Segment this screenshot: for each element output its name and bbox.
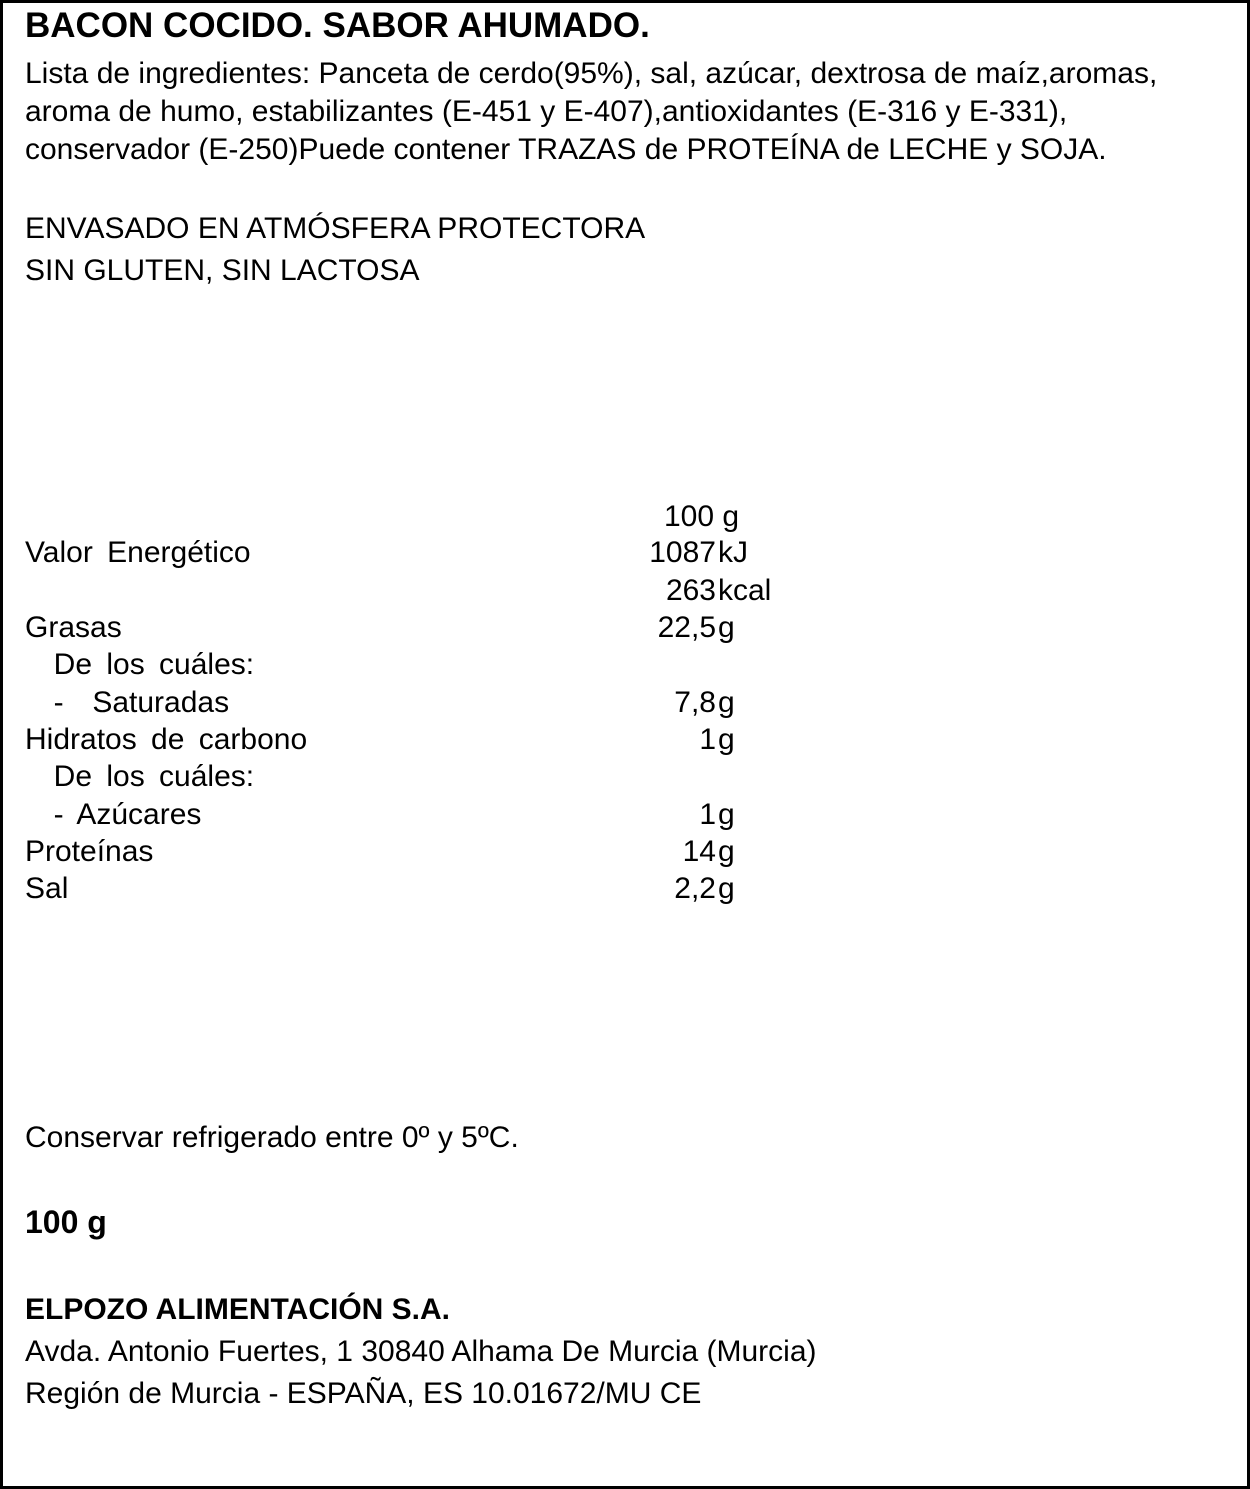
nutrition-unit: g [718,611,735,644]
nutrition-label: Grasas [25,611,122,644]
nutrition-label: Sal [25,872,69,905]
nutrition-value: 1 [699,723,716,756]
nutrition-label: Valor Energético [25,536,251,569]
company-region: Región de Murcia - ESPAÑA, ES 10.01672/MU CE [25,1377,702,1410]
nutrition-value: 22,5 [657,611,716,644]
storage-instructions: Conservar refrigerado entre 0º y 5ºC. [25,1121,519,1154]
nutrition-value: 14 [682,835,716,868]
nutrition-header: 100 g [664,500,740,533]
nutrition-label: - Saturadas [25,686,230,719]
nutrition-value: 263 [665,574,716,607]
nutrition-unit: kcal [718,574,772,607]
nutrition-unit: g [718,872,735,905]
product-title: BACON COCIDO. SABOR AHUMADO. [25,6,650,45]
nutrition-label: Hidratos de carbono [25,723,308,756]
nutrition-unit: g [718,835,735,868]
nutrition-value: 1 [699,798,716,831]
nutrition-unit: kJ [718,536,748,569]
nutrition-unit: g [718,723,735,756]
nutrition-label: - Azúcares [25,798,202,831]
nutrition-value: 1087 [649,536,716,569]
nutrition-value: 7,8 [674,686,716,719]
packaging-note: ENVASADO EN ATMÓSFERA PROTECTORA [25,212,646,245]
allergen-claims: SIN GLUTEN, SIN LACTOSA [25,254,420,287]
nutrition-unit: g [718,686,735,719]
nutrition-label: Proteínas [25,835,154,868]
ingredients-text: Lista de ingredientes: Panceta de cerdo(95%), sal, azúcar, dextrosa de maíz,aromas, aroma de humo, estabilizantes (E-451 y E-407),antioxidantes (E-316 y E-331), conservador (E-250)Puede contener TRAZAS de PROTEÍNA de LECHE y SOJA. [25,57,1158,166]
company-address: Avda. Antonio Fuertes, 1 30840 Alhama De Murcia (Murcia) [25,1335,817,1368]
net-weight: 100 g [25,1204,107,1240]
nutrition-unit: g [718,798,735,831]
nutrition-value: 2,2 [674,872,716,905]
nutrition-label: De los cuáles: [25,648,255,681]
nutrition-label: De los cuáles: [25,760,255,793]
company-name: ELPOZO ALIMENTACIÓN S.A. [25,1293,450,1326]
